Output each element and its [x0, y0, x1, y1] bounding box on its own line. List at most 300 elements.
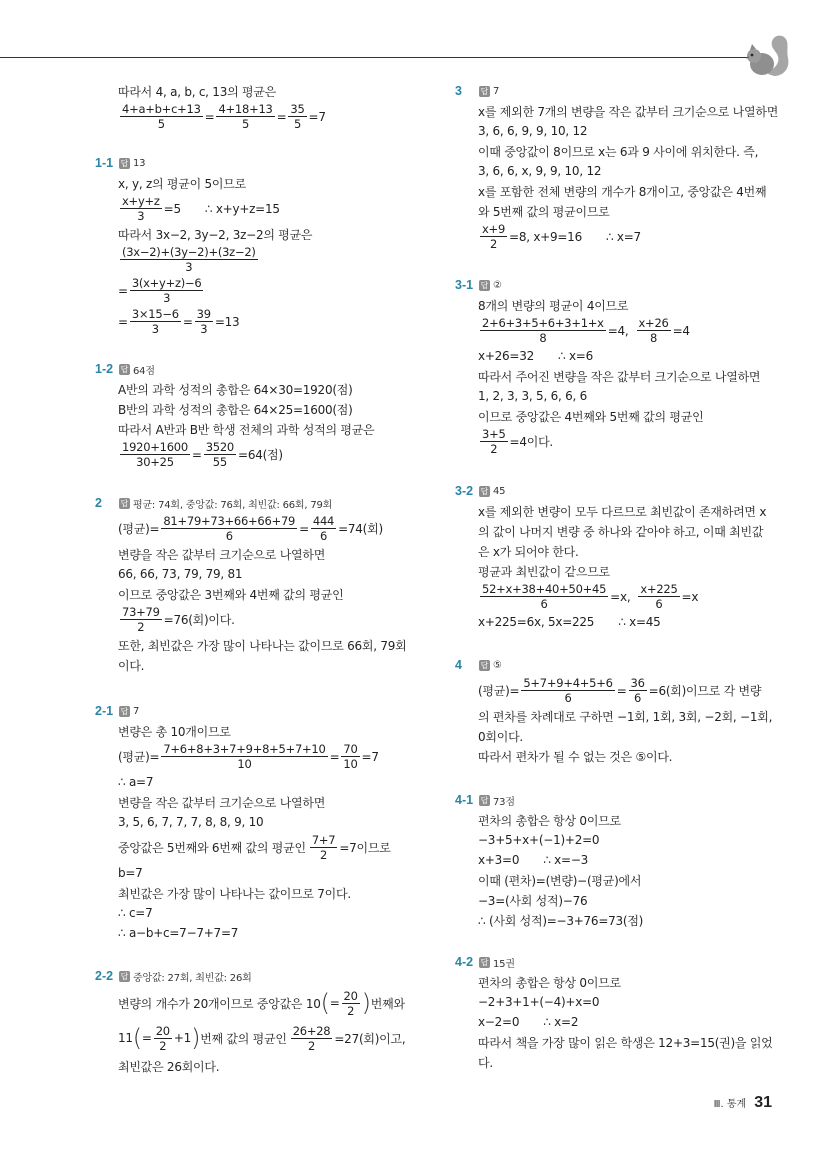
solution-line — [118, 399, 374, 419]
text: 번째와 — [370, 996, 405, 1011]
solution-line — [478, 746, 772, 766]
problem-header — [455, 275, 760, 295]
solution-line — [118, 564, 406, 584]
fraction-numerator: 3+5 — [482, 427, 506, 441]
answer-badge: 답 — [480, 660, 489, 670]
text: 변량은 총 10개이므로 — [118, 724, 231, 739]
text: =8, x+9=16 — [509, 229, 582, 244]
fraction-numerator: 26+28 — [292, 1023, 331, 1038]
problem-number: 1-1 — [95, 156, 114, 170]
fraction-denominator: 6 — [319, 529, 328, 543]
solution-4-1 — [455, 790, 643, 930]
conclusion-text: ∴ x=2 — [543, 1015, 579, 1029]
problem-number: 4-1 — [455, 793, 474, 807]
text: −3+5+x+(−1)+2=0 — [478, 833, 600, 847]
text: x+3=0 — [478, 853, 520, 867]
text: 3, 6, 6, x, 9, 9, 10, 12 — [478, 164, 602, 178]
text: x−2=0 — [478, 1015, 520, 1029]
problem-header — [455, 481, 766, 501]
solution-line — [478, 910, 643, 930]
fraction-denominator: 2 — [308, 1038, 316, 1053]
fraction — [288, 102, 306, 131]
header-rule — [0, 57, 748, 58]
answer-text: 중앙값: 27회, 최빈값: 26회 — [133, 972, 252, 984]
text: 와 5번째 값의 평균이므로 — [478, 204, 610, 219]
fraction-denominator: 6 — [564, 691, 572, 705]
solution-3-2 — [455, 481, 766, 632]
close-paren: ) — [361, 989, 371, 1017]
fraction — [480, 427, 508, 456]
problem-header — [455, 952, 773, 972]
text: x를 제외한 변량이 모두 다르므로 최빈값이 존재하려면 x — [478, 504, 767, 519]
text: A반의 과학 성적의 총합은 64×30=1920(점) — [118, 382, 353, 397]
text: b=7 — [118, 866, 143, 880]
fraction-numerator: 81+79+73+66+66+79 — [163, 514, 296, 528]
problem-number: 4-2 — [455, 955, 474, 969]
solution-line — [478, 1012, 773, 1032]
fraction-numerator: 2+6+3+5+6+3+1+x — [482, 316, 604, 330]
fraction-denominator: 2 — [490, 442, 498, 456]
text: =6(회)이므로 각 변량 — [648, 684, 762, 698]
fraction — [342, 989, 360, 1018]
text: x를 제외한 7개의 변량을 작은 값부터 크기순으로 나열하면 — [478, 104, 779, 119]
text: (평균)= — [478, 684, 520, 698]
solution-line — [478, 346, 760, 366]
text: 3, 5, 6, 7, 7, 7, 8, 8, 9, 10 — [118, 815, 264, 829]
fraction — [120, 245, 258, 274]
fraction-denominator: 8 — [650, 331, 658, 345]
answer-badge: 답 — [480, 86, 489, 96]
fraction-denominator: 6 — [655, 597, 663, 611]
text: 변량을 작은 값부터 크기순으로 나열하면 — [118, 547, 326, 562]
solution-line — [478, 1032, 773, 1052]
text: = — [204, 109, 215, 124]
solution-line — [478, 501, 766, 521]
solution-line — [118, 224, 312, 244]
fraction — [310, 833, 338, 862]
fraction — [195, 307, 213, 336]
solution-line — [478, 181, 778, 201]
fraction-numerator: 36 — [630, 676, 645, 690]
answer-badge: 답 — [120, 971, 129, 981]
text: 따라서 A반과 B반 학생 전체의 과학 성적의 평균은 — [118, 422, 375, 437]
close-paren: ) — [191, 1024, 201, 1052]
fraction — [161, 742, 327, 771]
text: = — [616, 683, 627, 698]
fraction-denominator: 2 — [320, 848, 328, 862]
fraction-denominator: 8 — [539, 331, 547, 345]
problem-header — [455, 790, 643, 810]
fraction — [480, 316, 606, 345]
solution-line — [478, 612, 766, 632]
solution-line — [478, 870, 643, 890]
problem-number: 3-1 — [455, 278, 474, 292]
text: (평균)= — [118, 522, 160, 536]
text: =76(회)이다. — [163, 613, 235, 627]
problem-header — [95, 359, 374, 379]
problem-number: 3 — [455, 84, 462, 98]
text: =x, — [610, 589, 631, 604]
fraction-denominator: 2 — [489, 237, 498, 251]
fraction — [637, 316, 671, 345]
fraction-denominator: 5 — [242, 117, 250, 131]
fraction — [629, 676, 647, 705]
problem-header — [455, 81, 778, 101]
text: 0회이다. — [478, 729, 523, 744]
solution-line — [478, 101, 778, 121]
text: = — [118, 283, 128, 298]
answer-text: 7 — [493, 85, 500, 97]
text: ∴ a−b+c=7−7+7=7 — [118, 926, 239, 940]
fraction-denominator: 2 — [137, 620, 145, 634]
text: =4 — [672, 323, 690, 338]
text: 3, 6, 6, 9, 9, 10, 12 — [478, 124, 588, 138]
solution-line — [478, 972, 773, 992]
text: 중앙값은 5번째와 6번째 값의 평균인 — [118, 841, 306, 855]
solution-2-2 — [95, 966, 405, 1076]
text: 이므로 중앙값은 4번째와 5번째 값의 평균인 — [478, 409, 704, 424]
text: +1 — [173, 1031, 192, 1045]
solution-line — [118, 655, 406, 675]
solution-line — [118, 173, 312, 193]
text: 번째 값의 평균인 — [200, 1031, 287, 1046]
text: =13 — [214, 314, 240, 329]
fraction — [161, 514, 297, 543]
text: 편차의 총합은 항상 0이므로 — [478, 975, 621, 990]
text: 최빈값은 26회이다. — [118, 1059, 220, 1074]
fraction-denominator: 10 — [343, 757, 358, 771]
solution-line — [118, 604, 406, 635]
text: =7 — [308, 109, 326, 124]
fraction — [341, 742, 359, 771]
solution-line — [478, 315, 760, 346]
text: 이때 중앙값이 8이므로 x는 6과 9 사이에 위치한다. 즉, — [478, 144, 759, 159]
solution-line — [478, 521, 766, 541]
problem-number: 2-2 — [95, 969, 114, 983]
solution-line — [118, 193, 312, 224]
fraction — [130, 276, 204, 305]
problem-number: 1-2 — [95, 362, 114, 376]
solution-line — [478, 1052, 773, 1072]
text: = — [191, 447, 202, 462]
open-paren: ( — [132, 1024, 142, 1052]
text: −2+3+1+(−4)+x=0 — [478, 995, 600, 1009]
solution-line — [478, 992, 773, 1012]
fraction-denominator: 30+25 — [136, 455, 174, 469]
solution-3-1 — [455, 275, 760, 457]
text: 따라서 4, a, b, c, 13의 평균은 — [118, 84, 277, 99]
fraction-denominator: 5 — [157, 117, 165, 131]
text: ∴ a=7 — [118, 775, 154, 789]
text: 따라서 3x−2, 3y−2, 3z−2의 평균은 — [118, 227, 313, 242]
solution-line — [118, 439, 374, 470]
fraction-numerator: 5+7+9+4+5+6 — [523, 676, 613, 690]
solution-line — [118, 721, 391, 741]
fraction-numerator: x+9 — [482, 222, 506, 236]
solution-2 — [95, 493, 406, 675]
fraction-numerator: 70 — [343, 742, 358, 756]
answer-badge: 답 — [120, 498, 129, 508]
fraction-denominator: 2 — [159, 1038, 167, 1053]
solution-line — [478, 366, 760, 386]
solution-line — [478, 561, 766, 581]
fraction — [204, 440, 236, 469]
text: = — [276, 109, 287, 124]
answer-text: 평균: 74회, 중앙값: 76회, 최빈값: 66회, 79회 — [133, 499, 333, 511]
solution-line — [478, 706, 772, 726]
fraction-numerator: 52+x+38+40+50+45 — [482, 582, 607, 596]
solution-line — [478, 830, 643, 850]
fraction-denominator: 2 — [347, 1003, 355, 1018]
solution-line — [478, 426, 760, 457]
solution-line — [118, 513, 406, 544]
text: 8개의 변량의 평균이 4이므로 — [478, 298, 629, 313]
solution-line — [118, 741, 391, 772]
answer-text: 73점 — [493, 796, 515, 808]
fraction-denominator: 3 — [151, 322, 159, 336]
fraction — [521, 676, 614, 705]
fraction-numerator: x+y+z — [122, 194, 160, 208]
fraction-denominator: 55 — [212, 455, 227, 469]
page-number: 31 — [754, 1094, 772, 1111]
solution-line — [478, 810, 643, 830]
fraction-denominator: 6 — [225, 529, 233, 543]
solution-line — [478, 161, 778, 181]
problem-header — [95, 966, 405, 986]
fraction-denominator: 3 — [200, 322, 208, 336]
text: (평균)= — [118, 750, 160, 764]
solution-line — [478, 121, 778, 141]
fraction — [311, 514, 336, 543]
text: 따라서 책을 가장 많이 읽은 학생은 12+3=15(권)을 읽었 — [478, 1035, 773, 1050]
text: 이므로 중앙값은 3번째와 4번째 값의 평균인 — [118, 587, 344, 602]
text: x+225=6x, 5x=225 — [478, 615, 595, 629]
text: 평균과 최빈값이 같으므로 — [478, 564, 610, 579]
fraction — [480, 582, 608, 611]
solution-line — [478, 406, 760, 426]
fraction-numerator: x+26 — [638, 316, 669, 330]
answer-badge: 답 — [480, 957, 489, 967]
fraction — [130, 307, 181, 336]
answer-badge: 답 — [480, 486, 489, 496]
text: 또한, 최빈값은 가장 많이 나타나는 값이므로 66회, 79회 — [118, 638, 407, 653]
solution-line — [478, 141, 778, 161]
answer-badge: 답 — [480, 280, 489, 290]
chapter-label: Ⅲ. 통계 — [713, 1099, 747, 1110]
solution-line — [478, 726, 772, 746]
solution-line — [118, 903, 391, 923]
fraction-denominator: 6 — [540, 597, 548, 611]
fraction — [480, 222, 507, 251]
solution-line — [118, 306, 312, 337]
solution-line — [118, 1020, 405, 1056]
fraction-numerator: 3(x+y+z)−6 — [131, 276, 202, 290]
fraction-numerator: 73+79 — [122, 605, 160, 619]
text: ∴ c=7 — [118, 906, 153, 920]
text: x+26=32 — [478, 349, 534, 363]
text: = — [329, 749, 340, 764]
answer-text: ② — [493, 279, 502, 291]
conclusion-text: ∴ x=−3 — [543, 853, 589, 867]
fraction-denominator: 10 — [237, 757, 252, 771]
solution-continued — [95, 81, 326, 132]
problem-header — [95, 701, 391, 721]
fraction — [216, 102, 274, 131]
solution-line — [118, 275, 312, 306]
text: =64(점) — [238, 448, 283, 462]
solution-line — [478, 675, 772, 706]
solution-line — [118, 883, 391, 903]
solution-line — [118, 1056, 405, 1076]
problem-number: 2 — [95, 496, 102, 510]
fraction-numerator: 4+a+b+c+13 — [122, 102, 201, 116]
fraction-numerator: 1920+1600 — [122, 440, 188, 454]
text: B반의 과학 성적의 총합은 64×25=1600(점) — [118, 402, 353, 417]
text: = — [182, 314, 193, 329]
conclusion-text: ∴ x=6 — [558, 349, 593, 363]
answer-badge: 답 — [480, 795, 489, 805]
text: =74(회) — [338, 522, 383, 536]
fraction — [120, 605, 162, 634]
solution-line — [118, 863, 391, 883]
answer-badge: 답 — [120, 364, 129, 374]
solution-line — [478, 201, 778, 221]
answer-text: 13 — [133, 157, 146, 169]
solution-4-2 — [455, 952, 773, 1072]
text: 따라서 편차가 될 수 없는 것은 ⑤이다. — [478, 749, 673, 764]
text: = — [141, 1031, 152, 1045]
fraction — [154, 1024, 172, 1053]
solution-line — [478, 386, 760, 406]
fraction-denominator: 3 — [137, 209, 145, 223]
fraction — [120, 102, 203, 131]
fraction-numerator: 20 — [343, 988, 358, 1003]
text: 변량을 작은 값부터 크기순으로 나열하면 — [118, 795, 326, 810]
text: = — [118, 314, 128, 329]
text: 변량의 개수가 20개이므로 중앙값은 10 — [118, 996, 321, 1011]
answer-text: 64점 — [133, 365, 155, 377]
solution-line — [478, 221, 778, 252]
problem-number: 3-2 — [455, 484, 474, 498]
solution-line — [478, 581, 766, 612]
problem-number: 4 — [455, 658, 462, 672]
solution-line — [118, 101, 326, 132]
text: =7이므로 — [339, 841, 391, 855]
solution-line — [118, 986, 405, 1020]
fraction-denominator: 3 — [163, 291, 171, 305]
solution-line — [118, 244, 312, 275]
solution-line — [478, 850, 643, 870]
text: 1, 2, 3, 3, 5, 6, 6, 6 — [478, 389, 587, 403]
fraction-denominator: 5 — [293, 117, 302, 131]
fraction-numerator: x+225 — [640, 582, 678, 596]
text: x를 포함한 전체 변량의 개수가 8개이고, 중앙값은 4번째 — [478, 184, 767, 199]
fraction-numerator: 7+6+8+3+7+9+8+5+7+10 — [163, 742, 326, 756]
conclusion-text: ∴ x=7 — [605, 229, 641, 244]
solution-1-1 — [95, 153, 312, 337]
text: −3=(사회 성적)−76 — [478, 893, 588, 908]
problem-number: 2-1 — [95, 704, 114, 718]
fraction — [120, 440, 190, 469]
text: 11 — [118, 1031, 133, 1045]
text: 이다. — [118, 658, 145, 673]
fraction — [638, 582, 679, 611]
problem-header — [455, 655, 772, 675]
answer-badge: 답 — [120, 706, 129, 716]
solution-line — [118, 832, 391, 863]
fraction-numerator: 20 — [155, 1023, 170, 1038]
fraction-denominator: 3 — [185, 260, 193, 274]
text: 편차의 총합은 항상 0이므로 — [478, 813, 621, 828]
text: 은 x가 되어야 한다. — [478, 544, 579, 559]
answer-text: 7 — [133, 705, 140, 717]
text: 최빈값은 가장 많이 나타나는 값이므로 7이다. — [118, 886, 351, 901]
answer-text: 15권 — [493, 958, 515, 970]
fraction-numerator: 444 — [312, 514, 335, 528]
text: 다. — [478, 1055, 493, 1070]
fraction-numerator: (3x−2)+(3y−2)+(3z−2) — [122, 245, 256, 259]
text: =4이다. — [509, 435, 553, 449]
text: = — [299, 521, 309, 536]
fraction-numerator: 7+7 — [311, 833, 336, 847]
fraction — [120, 194, 162, 223]
text: =7 — [361, 749, 379, 764]
open-paren: ( — [320, 989, 330, 1017]
text: 따라서 주어진 변량을 작은 값부터 크기순으로 나열하면 — [478, 369, 761, 384]
conclusion-text: ∴ x+y+z=15 — [204, 201, 280, 216]
squirrel-logo-icon — [740, 34, 792, 80]
fraction-numerator: 3×15−6 — [131, 307, 179, 321]
text: = — [329, 996, 340, 1010]
page-footer — [714, 1094, 772, 1112]
text: 의 값이 나머지 변량 중 하나와 같아야 하고, 이때 최빈값 — [478, 524, 764, 539]
solution-line — [478, 541, 766, 561]
answer-text: 45 — [493, 485, 506, 497]
fraction-numerator: 39 — [196, 307, 211, 321]
solution-line — [118, 544, 406, 564]
text: 이때 (편차)=(변량)−(평균)에서 — [478, 873, 642, 888]
solution-line — [118, 419, 374, 439]
text: 66, 66, 73, 79, 79, 81 — [118, 567, 243, 581]
text: ∴ (사회 성적)=−3+76=73(점) — [478, 913, 644, 928]
solution-line — [118, 584, 406, 604]
text: =5 — [163, 201, 181, 216]
text: =x — [681, 589, 699, 604]
conclusion-text: ∴ x=45 — [618, 615, 661, 629]
solution-line — [478, 890, 643, 910]
problem-header — [95, 493, 406, 513]
answer-badge: 답 — [120, 158, 129, 168]
solution-line — [118, 923, 391, 943]
solution-line — [478, 295, 760, 315]
fraction-denominator: 6 — [634, 691, 642, 705]
fraction-numerator: 3520 — [205, 440, 235, 454]
solution-1-2 — [95, 359, 374, 470]
solution-4 — [455, 655, 772, 766]
text: x, y, z의 평균이 5이므로 — [118, 176, 246, 191]
fraction — [291, 1024, 333, 1053]
fraction-numerator: 4+18+13 — [218, 102, 273, 116]
solution-line — [118, 635, 406, 655]
text: =27(회)이고, — [334, 1031, 406, 1046]
answer-text: ⑤ — [493, 659, 502, 671]
text: 의 편차를 차례대로 구하면 −1회, 1회, 3회, −2회, −1회, — [478, 709, 773, 724]
solution-line — [118, 772, 391, 792]
problem-header — [95, 153, 312, 173]
fraction-numerator: 35 — [290, 102, 305, 116]
text: =4, — [607, 323, 629, 338]
solution-line — [118, 812, 391, 832]
